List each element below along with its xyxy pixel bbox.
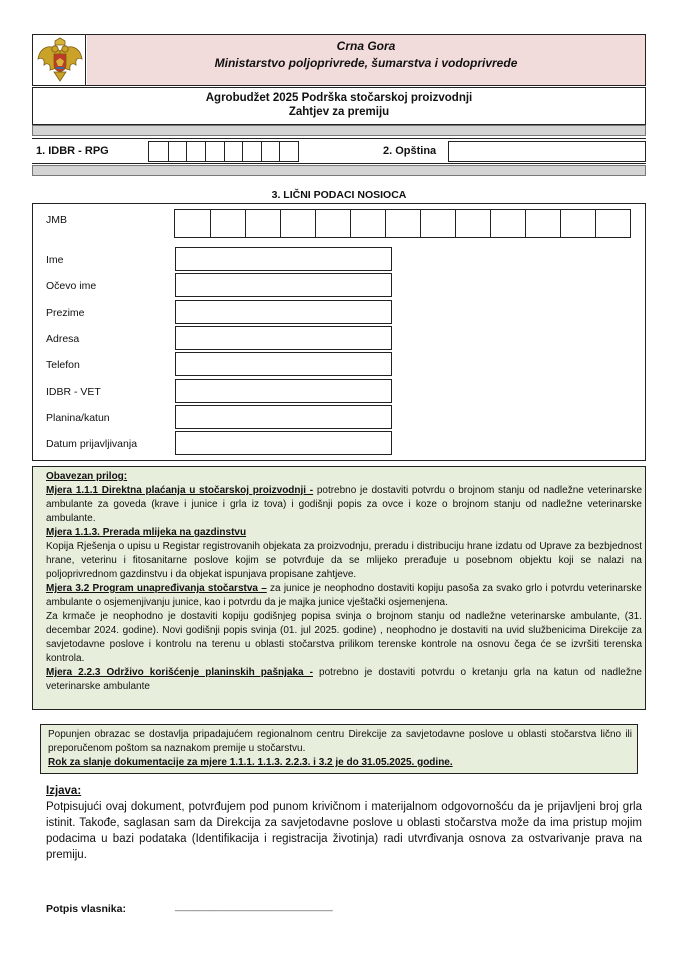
field-label: IDBR - VET [46, 385, 101, 398]
separator-bar [32, 125, 646, 136]
idbr-digit-cell[interactable] [205, 142, 206, 161]
jmb-digit-cell[interactable] [350, 210, 351, 237]
signature-line[interactable]: ___________________________ [175, 900, 333, 912]
form-title-line2: Zahtjev za premiju [288, 106, 390, 118]
jmb-digit-cell[interactable] [490, 210, 491, 237]
jmb-digit-cell[interactable] [385, 210, 386, 237]
mjera-32-title: Mjera 3.2 Program unapređivanja stočarstva – [46, 583, 267, 594]
opstina-input[interactable] [448, 141, 646, 162]
idbr-label: 1. IDBR - RPG [36, 145, 109, 157]
mjera-32-text: za junice je neophodno dostaviti kopiju pasoša za svako grlo i potvrdu veterinarske ambulante o osjemenjivanju junice, kao i potvrdu da je majka junice vještački osjemenjena. [46, 583, 642, 608]
mjera-113-text: Kopija Rješenja o upisu u Registar registrovanih objekata za proizvodnju, preradu i distribuciju hrane izdatu od Uprave za bezbjednost hrane, veterinu i fitosanitarne poslove kojim se potvrđuje da se mlijeko prerađuje u posebnom objektu koji se nalazi na poljoprivrednom gazdinstvu i da objekat ispunjava propisane zahtjeve. [46, 541, 642, 580]
jmb-label: JMB [46, 214, 67, 226]
field-label: Planina/katun [46, 411, 110, 424]
separator-bar-2 [32, 165, 646, 176]
idbr-digit-cell[interactable] [261, 142, 262, 161]
jmb-digit-cell[interactable] [245, 210, 246, 237]
mjera-111-title: Mjera 1.1.1 Direktna plaćanja u stočarskoj proizvodnji - [46, 485, 314, 496]
jmb-digit-cell[interactable] [595, 210, 596, 237]
idbr-digit-cell[interactable] [279, 142, 280, 161]
country-name: Crna Gora [336, 39, 396, 53]
jmb-digit-cell[interactable] [455, 210, 456, 237]
field-input[interactable] [175, 352, 392, 376]
idbr-digit-cell[interactable] [242, 142, 243, 161]
submission-deadline: Rok za slanje dokumentacije za mjere 1.1.1. 1.1.3. 2.2.3. i 3.2 je do 31.05.2025. godine. [48, 757, 453, 768]
prilog-content [46, 470, 642, 694]
jmb-digit-cell[interactable] [315, 210, 316, 237]
signature-label: Potpis vlasnika: [46, 903, 126, 915]
mjera-32 [46, 582, 642, 610]
field-input[interactable] [175, 247, 392, 271]
prilog-heading: Obavezan prilog: [46, 471, 128, 482]
field-label: Telefon [46, 359, 80, 372]
section3-title: 3. LIČNI PODACI NOSIOCA [271, 189, 407, 201]
submission-text: Popunjen obrazac se dostavlja pripadajućem regionalnom centru Direkcije za savjetodavne poslove u oblasti stočarstva lično ili preporučenom poštom sa naznakom premije u stočarstvu. [48, 729, 632, 754]
field-label: Prezime [46, 306, 85, 319]
field-label: Ime [46, 254, 64, 266]
mjera-223-title: Mjera 2.2.3 Održivo korišćenje planinskih pašnjaka - [46, 667, 313, 678]
izjava-heading: Izjava: [46, 785, 82, 797]
idbr-input-cells[interactable] [148, 141, 299, 162]
field-label: Očevo ime [46, 280, 97, 293]
jmb-digit-cell[interactable] [210, 210, 211, 237]
field-input[interactable] [175, 300, 392, 324]
field-label: Datum prijavljivanja [46, 438, 138, 451]
jmb-input-cells[interactable] [174, 209, 631, 238]
jmb-digit-cell[interactable] [525, 210, 526, 237]
field-label: Adresa [46, 332, 80, 345]
idbr-digit-cell[interactable] [186, 142, 187, 161]
field-input[interactable] [175, 379, 392, 403]
field-input[interactable] [175, 405, 392, 429]
idbr-digit-cell[interactable] [168, 142, 169, 161]
mjera-111 [46, 484, 642, 526]
mjera-223-text: potrebno je dostaviti potvrdu o kretanju grla na katun od nadležne veterinarske ambulante [46, 667, 642, 692]
idbr-digit-cell[interactable] [224, 142, 225, 161]
jmb-digit-cell[interactable] [560, 210, 561, 237]
jmb-digit-cell[interactable] [420, 210, 421, 237]
mjera-223 [46, 666, 642, 694]
form-title-line1: Agrobudžet 2025 Podrška stočarskoj proizvodnji [205, 92, 473, 104]
montenegro-coat-of-arms-icon [36, 37, 84, 83]
field-input[interactable] [175, 326, 392, 350]
field-input[interactable] [175, 431, 392, 455]
mjera-111-text: potrebno je dostaviti potvrdu o brojnom stanju od nadležne veterinarske ambulante za goveda (krave i junice i grla iz tova) i godišnji popis za ovce i koze o brojnom stanju od nadležne veterinarske ambulante. [46, 485, 643, 524]
izjava-text: Potpisujući ovaj dokument, potvrđujem pod punom krivičnom i materijalnom odgovornošću da je prijavljeni broj grla istinit. Takođe, saglasan sam da Direkcija za savjetodavne poslove u oblasti stočarstva može da ima pristup mojim podacima u bazi podataka (Identifikacija i registracija životinja) radi utvrđivanja osnova za ostvarivanje prava na premiju. [46, 801, 642, 861]
field-input[interactable] [175, 273, 392, 297]
ministry-name: Ministarstvo poljoprivrede, šumarstva i vodoprivrede [214, 56, 518, 70]
jmb-digit-cell[interactable] [280, 210, 281, 237]
submission-content [48, 728, 632, 770]
opstina-label: 2. Opština [383, 145, 437, 157]
mjera-113-title: Mjera 1.1.3. Prerada mlijeka na gazdinstvu [46, 527, 247, 538]
mjera-32-text2: Za krmače je neophodno je dostaviti kopiju godišnjeg popisa svinja o brojnom stanju od nadležne veterinarske ambulante, (31. decembar 2024. godine). Novi godišnji popis svinja (01. jul 2025. godine) , neophodno je dostaviti na uvid službenicima Direkcije za savjetodavne poslove i kontrolu na terenu u oblasti stočarstva prilikom terenske kontrole na osnovu čega će se izvršiti terenska kontrola. [46, 611, 642, 664]
